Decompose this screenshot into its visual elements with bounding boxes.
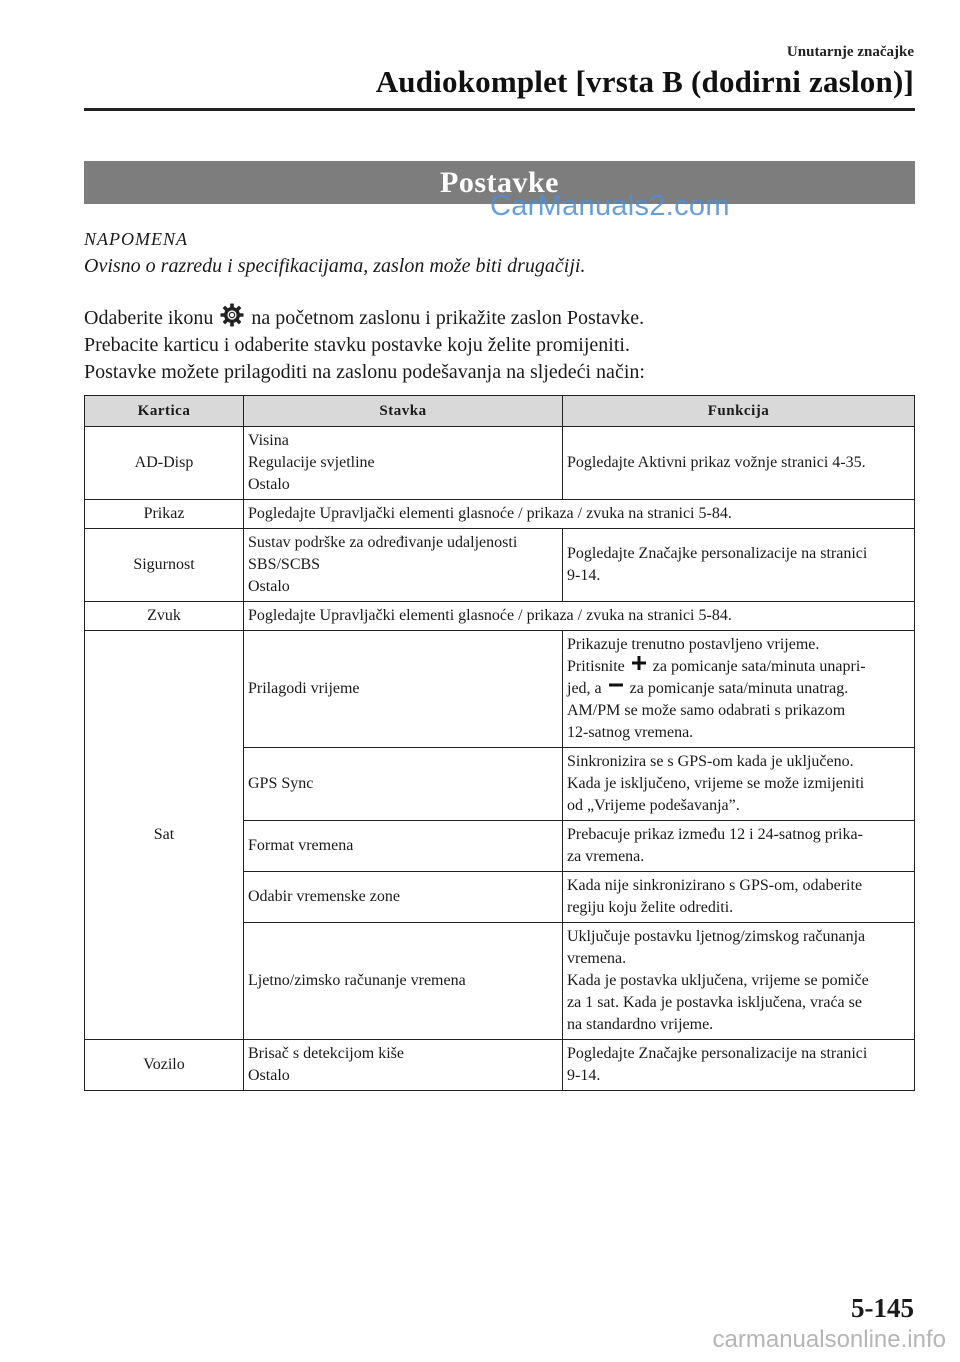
banner-title: Postavke — [440, 165, 559, 199]
tab-cell: AD-Disp — [85, 427, 244, 500]
item-line: Ostalo — [248, 578, 290, 595]
item-line: Sustav podrške za određivanje udaljenosti — [248, 534, 518, 551]
function-cell — [563, 748, 915, 821]
function-cell — [563, 923, 915, 1040]
item-line: SBS/SCBS — [248, 556, 321, 573]
table-row — [85, 602, 915, 631]
function-line: 12-satnog vremena. — [567, 724, 694, 741]
function-line: 9-14. — [567, 1067, 601, 1084]
tab-cell: Sigurnost — [85, 529, 244, 602]
merged-cell: Pogledajte Upravljački elementi glasnoće / prikaza / zvuka na stranici 5-84. — [244, 500, 915, 529]
function-line: od „Vrijeme podešavanja”. — [567, 797, 740, 814]
header-item: Stavka — [244, 396, 563, 427]
function-line: Prikazuje trenutno postavljeno vrijeme. — [567, 636, 820, 653]
function-cell — [563, 1040, 915, 1091]
function-line: Prebacuje prikaz između 12 i 24-satnog prika- — [567, 826, 863, 843]
function-line: Pogledajte Značajke personalizacije na stranici — [567, 545, 868, 562]
item-cell: Ljetno/zimsko računanje vremena — [244, 923, 563, 1040]
table-row — [85, 427, 915, 500]
tab-cell: Sat — [85, 631, 244, 1040]
function-line-start: Pritisnite — [567, 658, 625, 675]
gear-icon — [220, 303, 244, 327]
function-cell — [563, 872, 915, 923]
intro-line-3: Postavke možete prilagoditi na zaslonu podešavanja na sljedeći način: — [84, 361, 645, 383]
item-line: Ostalo — [248, 476, 290, 493]
function-line: Kada nije sinkronizirano s GPS-om, odaberite — [567, 877, 863, 894]
function-line: AM/PM se može samo odabrati s prikazom — [567, 702, 846, 719]
table-row — [85, 529, 915, 602]
page-number: 5-145 — [851, 1293, 914, 1323]
chapter-title: Audiokomplet [vrsta B (dodirni zaslon)] — [375, 64, 914, 99]
table-row — [85, 500, 915, 529]
merged-cell: Pogledajte Upravljački elementi glasnoće / prikaza / zvuka na stranici 5-84. — [244, 602, 915, 631]
item-line: Regulacije svjetline — [248, 454, 375, 471]
tab-cell: Vozilo — [85, 1040, 244, 1091]
item-cell — [244, 529, 563, 602]
function-line: Kada je isključeno, vrijeme se može izmijeniti — [567, 775, 865, 792]
function-line — [567, 656, 910, 678]
tab-cell: Prikaz — [85, 500, 244, 529]
item-cell: GPS Sync — [244, 748, 563, 821]
function-line-start: jed, a — [567, 680, 602, 697]
section-title: Unutarnje značajke — [786, 44, 914, 60]
tab-cell: Zvuk — [85, 602, 244, 631]
item-line: Visina — [248, 432, 289, 449]
intro-line-1-end: na početnom zaslonu i prikažite zaslon Postavke. — [251, 307, 645, 329]
function-line: vremena. — [567, 950, 627, 967]
function-line: Uključuje postavku ljetnog/zimskog računanja — [567, 928, 866, 945]
plus-icon — [632, 656, 646, 670]
intro-line-1-start: Odaberite ikonu — [84, 307, 214, 329]
item-cell — [244, 427, 563, 500]
item-line: Ostalo — [248, 1067, 290, 1084]
function-line-end: za pomicanje sata/minuta unatrag. — [629, 680, 849, 697]
intro-line-1 — [84, 303, 924, 332]
item-cell: Prilagodi vrijeme — [244, 631, 563, 748]
header-tab: Kartica — [85, 396, 244, 427]
minus-icon — [609, 678, 623, 692]
item-cell — [244, 1040, 563, 1091]
function-line: za 1 sat. Kada je postavka isključena, vraća se — [567, 994, 862, 1011]
intro-text — [84, 303, 924, 386]
note-text: Ovisno o razredu i specifikacijama, zaslon može biti drugačiji. — [84, 255, 586, 277]
function-cell — [563, 529, 915, 602]
watermark-bottom: carmanualsonline.info — [712, 1326, 946, 1353]
function-line: Pogledajte Značajke personalizacije na stranici — [567, 1045, 868, 1062]
function-line: Sinkronizira se s GPS-om kada je uključeno. — [567, 753, 854, 770]
watermark-top: CarManuals2.com — [490, 190, 730, 222]
function-line-end: za pomicanje sata/minuta unapri- — [652, 658, 866, 675]
function-line: za vremena. — [567, 848, 645, 865]
settings-table — [84, 395, 915, 1091]
function-line: 9-14. — [567, 567, 601, 584]
item-cell: Format vremena — [244, 821, 563, 872]
item-line: Brisač s detekcijom kiše — [248, 1045, 404, 1062]
function-line: na standardno vrijeme. — [567, 1016, 714, 1033]
table-row — [85, 1040, 915, 1091]
note-heading: NAPOMENA — [84, 229, 188, 249]
table-row — [85, 631, 915, 748]
intro-line-2: Prebacite karticu i odaberite stavku postavke koju želite promijeniti. — [84, 334, 630, 356]
function-line: Kada je postavka uključena, vrijeme se pomiče — [567, 972, 869, 989]
function-line: regiju koju želite odrediti. — [567, 899, 734, 916]
item-cell: Odabir vremenske zone — [244, 872, 563, 923]
function-line — [567, 678, 910, 700]
function-cell — [563, 631, 915, 748]
header-divider — [84, 108, 915, 111]
table-header-row — [85, 396, 915, 427]
function-cell — [563, 821, 915, 872]
function-cell: Pogledajte Aktivni prikaz vožnje stranici 4-35. — [563, 427, 915, 500]
header-function: Funkcija — [563, 396, 915, 427]
